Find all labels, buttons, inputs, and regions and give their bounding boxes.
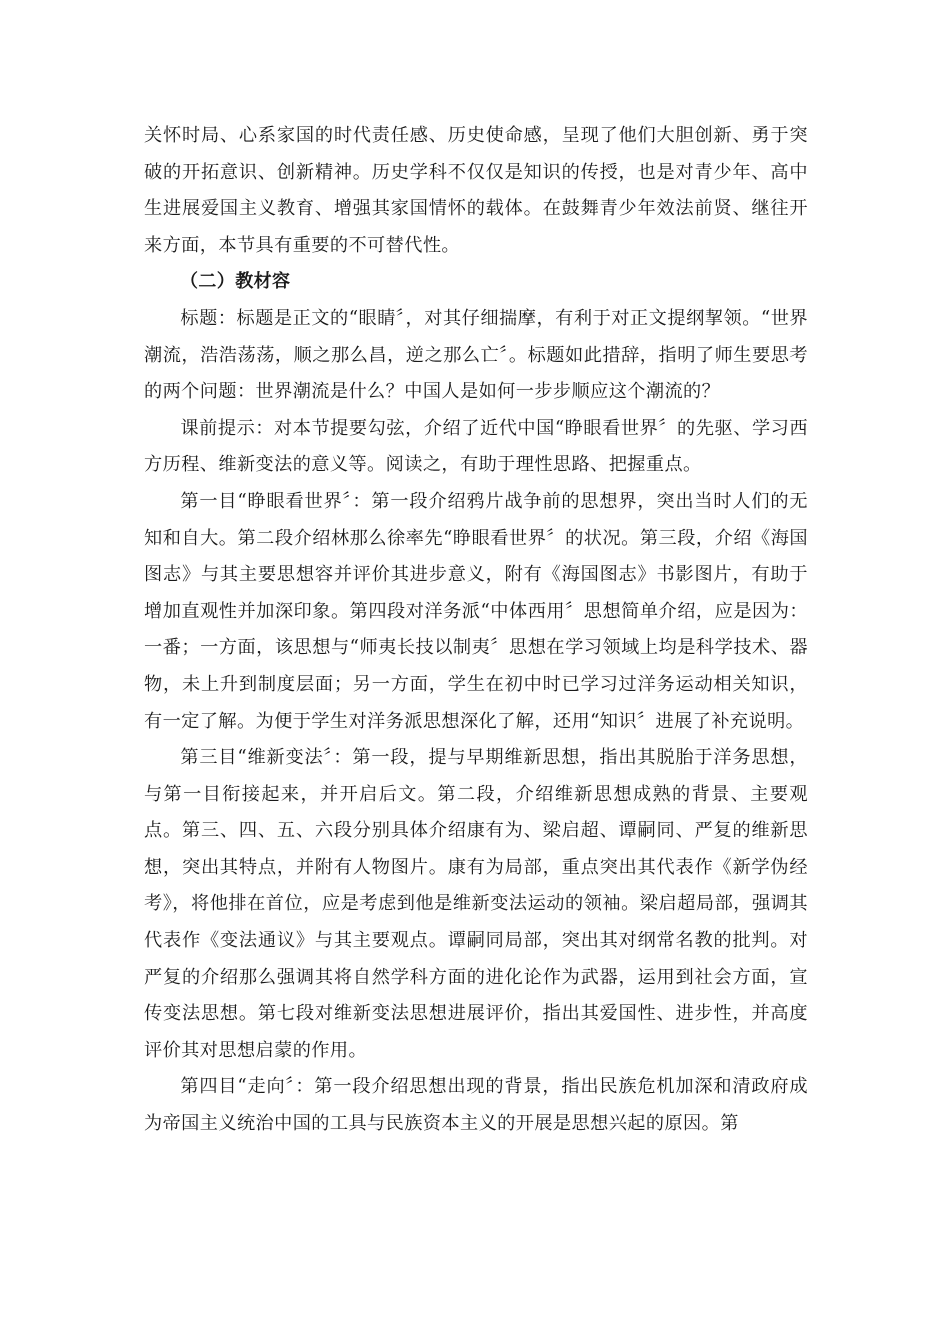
paragraph-pre-class-tips: 课前提示：对本节提要勾弦，介绍了近代中国“睁眼看世界〞的先驱、学习西方历程、维新变法的意义等。阅读之，有助于理性思路、把握重点。 [144, 417, 808, 476]
paragraph-title-analysis: 标题：标题是正文的“眼睛〞，对其仔细揣摩，有利于对正文提纲挈领。“世界潮流，浩浩荡荡，顺之那么昌，逆之那么亡〞。标题如此措辞，指明了师生要思考的两个问题：世界潮流是什么？中国人是如何一步步顺应这个潮流的？ [144, 307, 808, 403]
paragraph-section-three: 第三目“维新变法〞：第一段，提与早期维新思想，指出其脱胎于洋务思想，与第一目衔接起来，并开启后文。第二段，介绍维新思想成熟的背景、主要观点。第三、四、五、六段分别具体介绍康有为、梁启超、谭嗣同、严复的维新思想，突出其特点，并附有人物图片。康有为局部，重点突出其代表作《新学伪经考》，将他排在首位，应是考虑到他是维新变法运动的领袖。梁启超局部，强调其代表作《变法通议》与其主要观点。谭嗣同局部，突出其对纲常名教的批判。对严复的介绍那么强调其将自然学科方面的进化论作为武器，运用到社会方面，宣传变法思想。第七段对维新变法思想进展评价，指出其爱国性、进步性，并高度评价其对思想启蒙的作用。 [144, 747, 808, 1061]
paragraph-section-four: 第四目“走向〞：第一段介绍思想出现的背景，指出民族危机加深和清政府成为帝国主义统治中国的工具与民族资本主义的开展是思想兴起的原因。第 [144, 1076, 808, 1135]
paragraph-section-one: 第一目“睁眼看世界〞：第一段介绍鸦片战争前的思想界，突出当时人们的无知和自大。第二段介绍林那么徐率先“睁眼看世界〞的状况。第三段，介绍《海国图志》与其主要思想容并评价其进步意义，附有《海国图志》书影图片，有助于增加直观性并加深印象。第四段对洋务派“中体西用〞思想简单介绍，应是因为：一番；一方面，该思想与“师夷长技以制夷〞思想在学习领域上均是科学技术、器物，未上升到制度层面；另一方面，学生在初中时已学习过洋务运动相关知识，有一定了解。为便于学生对洋务派思想深化了解，还用“知识〞进展了补充说明。 [144, 490, 808, 732]
body-text [144, 118, 808, 1143]
paragraph-intro-continuation: 关怀时局、心系家国的时代责任感、历史使命感，呈现了他们大胆创新、勇于突破的开拓意识、创新精神。历史学科不仅仅是知识的传授，也是对青少年、高中生进展爱国主义教育、增强其家国情怀的载体。在鼓舞青少年效法前贤、继往开来方面，本节具有重要的不可替代性。 [144, 125, 808, 256]
section-heading-textbook-content: （二）教材容 [180, 271, 291, 293]
